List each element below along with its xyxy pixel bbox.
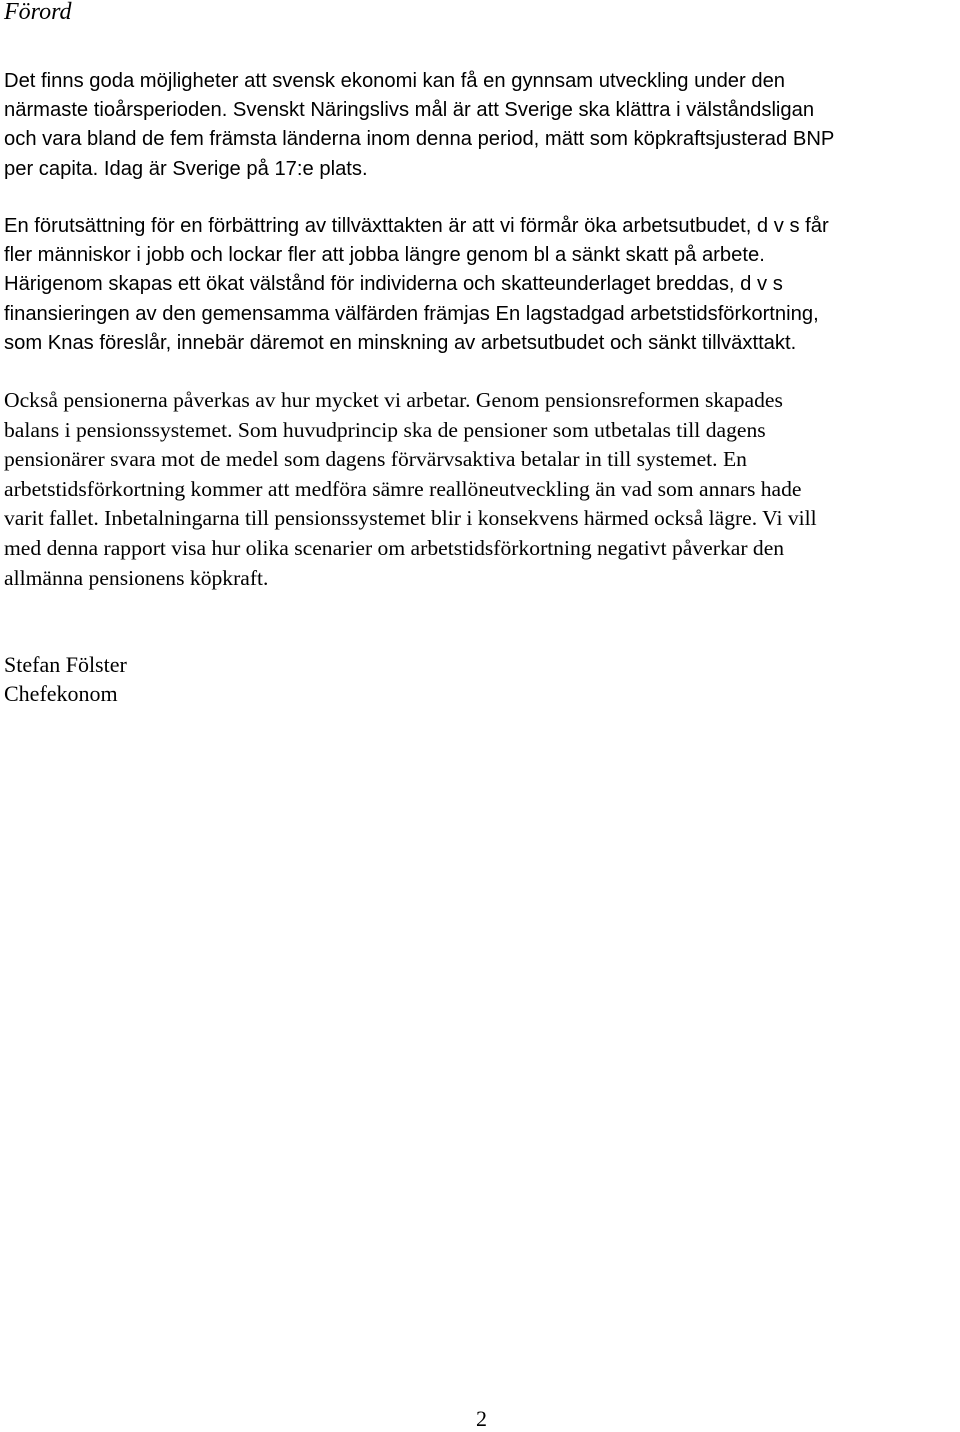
pension-line: varit fallet. Inbetalningarna till pensionssystemet blir i konsekvens härmed också lägre. Vi vill <box>4 506 817 531</box>
pension-line: allmänna pensionens köpkraft. <box>4 565 269 590</box>
intro-paragraph <box>4 67 834 184</box>
labor-supply-line: finansieringen av den gemensamma välfärden främjas En lagstadgad arbetstidsförkortning, <box>4 302 819 325</box>
intro-line: närmaste tioårsperioden. Svenskt Näringslivs mål är att Sverige ska klättra i välståndsligan <box>4 99 815 122</box>
labor-supply-line: En förutsättning för en förbättring av tillväxttakten är att vi förmår öka arbetsutbudet, d v s får <box>4 215 829 237</box>
intro-line: och vara bland de fem främsta länderna inom denna period, mätt som köpkraftsjusterad BNP <box>4 128 835 151</box>
pension-paragraph <box>4 386 817 593</box>
pension-line: arbetstidsförkortning kommer att medföra sämre reallöneutveckling än vad som annars hade <box>4 476 802 501</box>
labor-supply-line: fler människor i jobb och lockar fler att jobba längre genom bl a sänkt skatt på arbete. <box>4 244 765 267</box>
intro-line: Det finns goda möjligheter att svensk ekonomi kan få en gynnsam utveckling under den <box>4 70 786 92</box>
pension-line: balans i pensionssystemet. Som huvudprincip ska de pensioner som utbetalas till dagens <box>4 417 766 442</box>
labor-supply-line: som Knas föreslår, innebär däremot en minskning av arbetsutbudet och sänkt tillväxttakt. <box>4 331 797 354</box>
pension-line: med denna rapport visa hur olika scenarier om arbetstidsförkortning negativt påverkar den <box>4 535 785 560</box>
intro-line: per capita. Idag är Sverige på 17:e plats. <box>4 157 368 180</box>
pension-line: pensionärer svara mot de medel som dagens förvärvsaktiva betalar in till systemet. En <box>4 447 747 472</box>
signatory-name: Stefan Fölster <box>4 652 127 677</box>
pension-line: Också pensionerna påverkas av hur mycket vi arbetar. Genom pensionsreformen skapades <box>4 388 783 412</box>
labor-supply-line: Härigenom skapas ett ökat välstånd för individerna och skatteunderlaget breddas, d v s <box>4 273 783 296</box>
page-number: 2 <box>476 1406 487 1431</box>
labor-supply-paragraph <box>4 212 829 358</box>
signatory-title: Chefekonom <box>4 681 118 706</box>
signature-block <box>4 650 127 708</box>
page-title: Förord <box>4 0 72 25</box>
